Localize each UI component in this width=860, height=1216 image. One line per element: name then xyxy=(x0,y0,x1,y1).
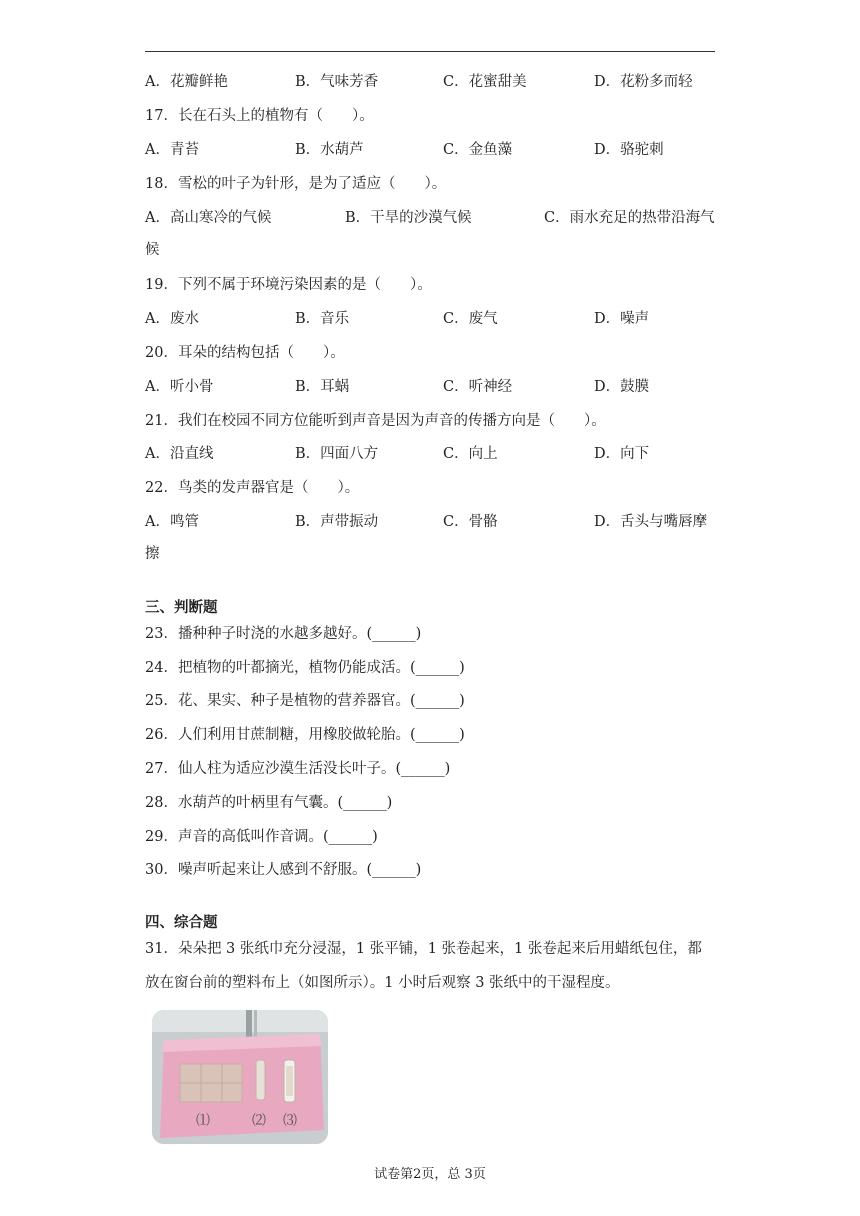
page-footer: 试卷第2页，总 3页 xyxy=(374,1167,486,1182)
q18-option-c-continued: 候 xyxy=(145,242,160,258)
q18-stem: 18．雪松的叶子为针形，是为了适应（ ）。 xyxy=(145,176,447,192)
q16-option-c[interactable]: C．花蜜甜美 xyxy=(443,74,527,90)
q16-option-a[interactable]: A．花瓣鲜艳 xyxy=(145,74,228,90)
q18-option-c[interactable]: C．雨水充足的热带沿海气 xyxy=(544,210,715,226)
q21-option-b[interactable]: B．四面八方 xyxy=(295,446,379,462)
q18-option-b[interactable]: B．干旱的沙漠气候 xyxy=(345,210,472,226)
judge-item-30: 30．噪声听起来让人感到不舒服。(______) xyxy=(145,862,422,878)
judge-item-25: 25．花、果实、种子是植物的营养器官。(______) xyxy=(145,693,465,709)
q20-option-b[interactable]: B．耳蜗 xyxy=(295,379,350,395)
q20-option-a[interactable]: A．听小骨 xyxy=(145,379,214,395)
judge-item-23: 23．播种种子时浇的水越多越好。(______) xyxy=(145,626,422,642)
q19-option-b[interactable]: B．音乐 xyxy=(295,311,350,327)
photo-label-1: ⑴ xyxy=(196,1113,210,1129)
q19-option-d[interactable]: D．噪声 xyxy=(594,311,650,327)
q21-option-d[interactable]: D．向下 xyxy=(594,446,650,462)
q18-option-a[interactable]: A．高山寒冷的气候 xyxy=(145,210,272,226)
judge-item-24: 24．把植物的叶都摘光，植物仍能成活。(______) xyxy=(145,660,465,676)
q17-stem: 17．长在石头上的植物有（ ）。 xyxy=(145,108,374,124)
judge-item-28: 28．水葫芦的叶柄里有气囊。(______) xyxy=(145,795,393,811)
experiment-photo xyxy=(152,1010,328,1144)
section-heading-comprehensive: 四、综合题 xyxy=(145,915,218,931)
q21-stem: 21．我们在校园不同方位能听到声音是因为声音的传播方向是（ ）。 xyxy=(145,413,606,429)
q16-option-b[interactable]: B．气味芳香 xyxy=(295,74,379,90)
q19-option-a[interactable]: A．废水 xyxy=(145,311,199,327)
section-heading-judgement: 三、判断题 xyxy=(145,600,218,616)
q20-option-d[interactable]: D．鼓膜 xyxy=(594,379,650,395)
header-rule xyxy=(145,51,715,52)
q22-option-d-continued: 擦 xyxy=(145,546,160,562)
photo-label-2: ⑵ xyxy=(252,1113,266,1129)
q21-option-a[interactable]: A．沿直线 xyxy=(145,446,214,462)
judge-item-26: 26．人们利用甘蔗制糖，用橡胶做轮胎。(______) xyxy=(145,727,465,743)
q21-option-c[interactable]: C．向上 xyxy=(443,446,498,462)
q31-text-line-1: 31．朵朵把 3 张纸巾充分浸湿，1 张平铺，1 张卷起来，1 张卷起来后用蜡纸包住，都 xyxy=(145,941,702,957)
q19-option-c[interactable]: C．废气 xyxy=(443,311,498,327)
judge-item-27: 27．仙人柱为适应沙漠生活没长叶子。(______) xyxy=(145,761,451,777)
q17-option-c[interactable]: C．金鱼藻 xyxy=(443,142,513,158)
q17-option-b[interactable]: B．水葫芦 xyxy=(295,142,364,158)
q22-stem: 22．鸟类的发声器官是（ ）。 xyxy=(145,480,360,496)
photo-label-3: ⑶ xyxy=(283,1113,297,1129)
q20-stem: 20．耳朵的结构包括（ ）。 xyxy=(145,345,345,361)
q19-stem: 19．下列不属于环境污染因素的是（ ）。 xyxy=(145,277,432,293)
q16-option-d[interactable]: D．花粉多而轻 xyxy=(594,74,693,90)
judge-item-29: 29．声音的高低叫作音调。(______) xyxy=(145,829,378,845)
q22-option-d[interactable]: D．舌头与嘴唇摩 xyxy=(594,514,708,530)
q17-option-d[interactable]: D．骆驼刺 xyxy=(594,142,664,158)
q22-option-b[interactable]: B．声带振动 xyxy=(295,514,379,530)
q22-option-c[interactable]: C．骨骼 xyxy=(443,514,498,530)
q22-option-a[interactable]: A．鸣管 xyxy=(145,514,199,530)
q17-option-a[interactable]: A．青苔 xyxy=(145,142,199,158)
experiment-photo-illustration xyxy=(152,1010,328,1144)
q20-option-c[interactable]: C．听神经 xyxy=(443,379,513,395)
q31-text-line-2: 放在窗台前的塑料布上（如图所示）。1 小时后观察 3 张纸中的干湿程度。 xyxy=(145,975,620,991)
